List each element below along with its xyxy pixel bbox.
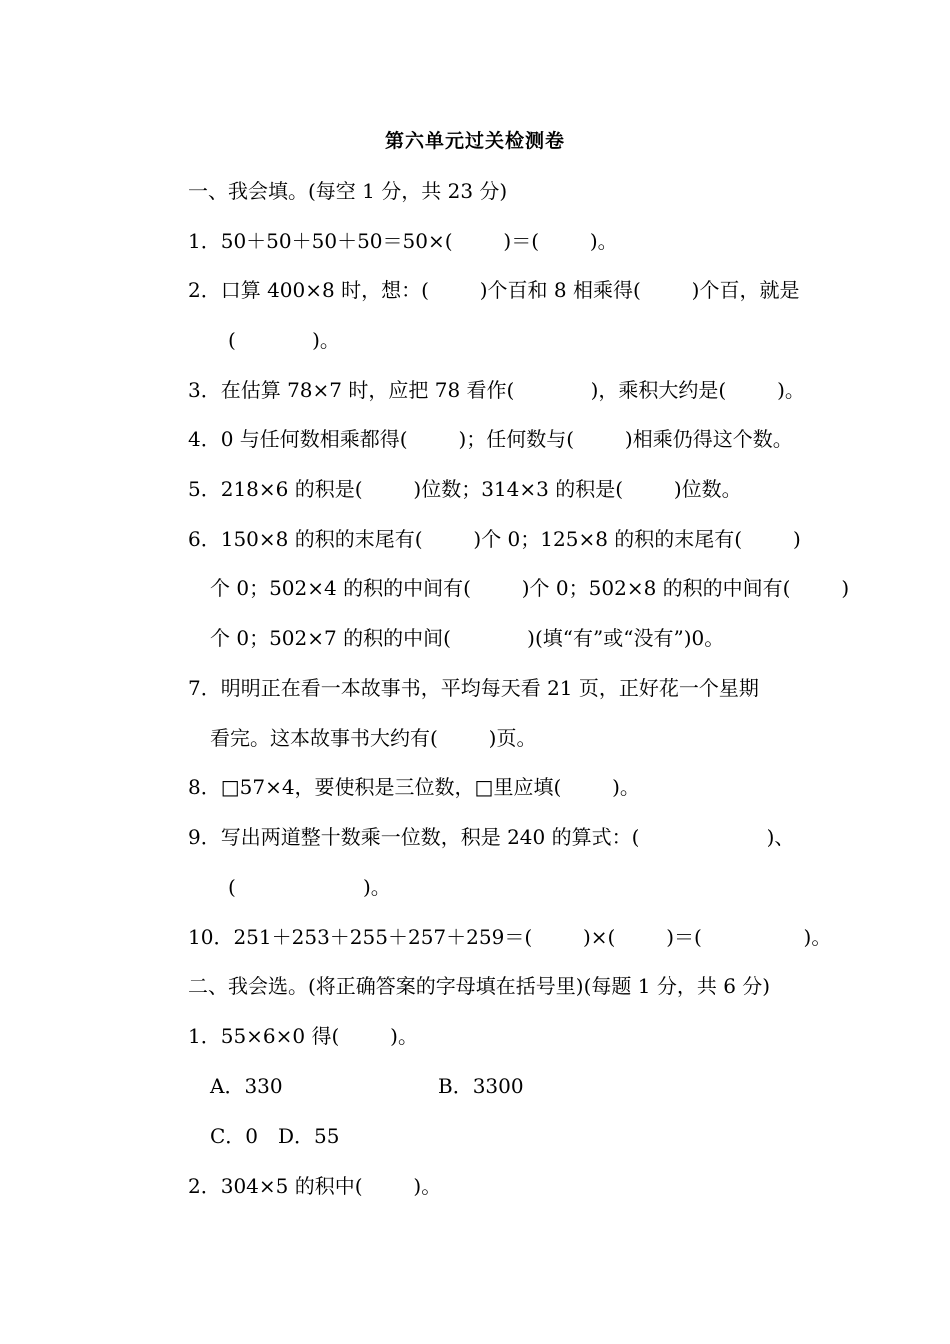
question-2-1: 1．55×6×0 得( )。	[188, 1024, 418, 1048]
question-1-3: 3．在估算 78×7 时，应把 78 看作( )，乘积大约是( )。	[188, 378, 805, 402]
question-1-9: 9．写出两道整十数乘一位数，积是 240 的算式：( )、	[188, 825, 795, 849]
question-1-6-cont-b: 个 0；502×7 的积的中间( )(填“有”或“没有”)0。	[210, 626, 725, 650]
page-title: 第六单元过关检测卷	[384, 130, 565, 152]
section-2-heading: 二、我会选。(将正确答案的字母填在括号里)(每题 1 分，共 6 分)	[188, 974, 771, 998]
option-a: A．330	[210, 1074, 283, 1098]
options-c-d: C．0 D．55	[210, 1124, 340, 1148]
question-2-2: 2．304×5 的积中( )。	[188, 1174, 442, 1198]
question-1-7: 7．明明正在看一本故事书，平均每天看 21 页，正好花一个星期	[188, 676, 759, 700]
question-1-7-cont: 看完。这本故事书大约有( )页。	[210, 726, 537, 750]
question-1-2: 2．口算 400×8 时，想：( )个百和 8 相乘得( )个百，就是	[188, 278, 800, 302]
question-1-4: 4．0 与任何数相乘都得( )；任何数与( )相乘仍得这个数。	[188, 427, 793, 451]
question-1-6: 6．150×8 的积的末尾有( )个 0；125×8 的积的末尾有( )	[188, 527, 801, 551]
question-1-2-cont: ( )。	[228, 328, 340, 352]
question-1-9-cont: ( )。	[228, 875, 391, 899]
question-1-1: 1．50＋50＋50＋50＝50×( )＝( )。	[188, 229, 618, 253]
question-1-8: 8．□57×4，要使积是三位数，□里应填( )。	[188, 775, 640, 799]
question-1-10: 10．251＋253＋255＋257＋259＝( )×( )＝( )。	[188, 925, 832, 949]
question-1-5: 5．218×6 的积是( )位数；314×3 的积是( )位数。	[188, 477, 742, 501]
question-1-6-cont-a: 个 0；502×4 的积的中间有( )个 0；502×8 的积的中间有( )	[210, 576, 850, 600]
section-1-heading: 一、我会填。(每空 1 分，共 23 分)	[188, 179, 508, 203]
option-b: B．3300	[438, 1074, 524, 1098]
